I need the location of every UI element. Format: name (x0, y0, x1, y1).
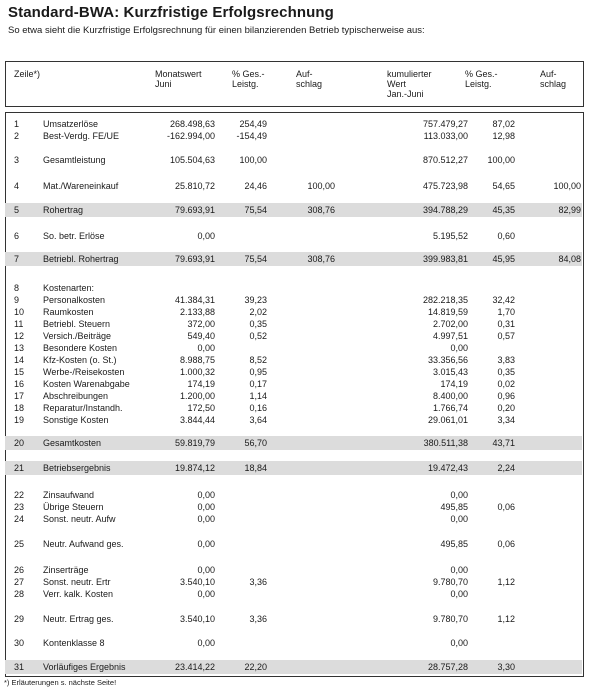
cell-pg: 56,70 (244, 438, 267, 448)
cell-kp: 1,12 (497, 577, 515, 587)
cell-kp: 12,98 (492, 131, 515, 141)
cell-kp: 0,60 (497, 231, 515, 241)
header-kum-pct: % Ges.- Leistg. (465, 69, 498, 89)
cell-mw: 372,00 (187, 319, 215, 329)
cell-label: Besondere Kosten (43, 343, 118, 353)
cell-num: 11 (14, 319, 24, 329)
table-row (5, 402, 582, 414)
cell-kw: 394.788,29 (422, 205, 468, 215)
cell-num: 31 (14, 662, 25, 672)
cell-as: 308,76 (307, 205, 335, 215)
cell-pg: 75,54 (244, 254, 267, 264)
cell-num: 25 (14, 539, 25, 549)
cell-kp: 32,42 (492, 295, 515, 305)
cell-mw: 2.133,88 (179, 307, 215, 317)
cell-num: 16 (14, 379, 25, 389)
cell-kw: 495,85 (440, 502, 468, 512)
header-kum-aufschlag: Auf- schlag (540, 69, 567, 89)
cell-pg: 0,35 (249, 319, 267, 329)
page-subtitle: So etwa sieht die Kurzfristige Erfolgsrechnung für einen bilanzierenden Betrieb typischerweise aus: (8, 25, 425, 36)
cell-label: Umsatzerlöse (43, 119, 99, 129)
cell-pg: 39,23 (244, 295, 267, 305)
cell-pg: 8,52 (249, 355, 267, 365)
cell-num: 20 (14, 438, 25, 448)
cell-label: Betriebsergebnis (43, 463, 111, 473)
cell-kp: 45,95 (492, 254, 515, 264)
cell-mw: 25.810,72 (174, 181, 215, 191)
cell-label: Neutr. Ertrag ges. (43, 614, 114, 624)
cell-label: Zinsaufwand (43, 490, 95, 500)
cell-num: 4 (14, 181, 20, 191)
page-title: Standard-BWA: Kurzfristige Erfolgsrechnung (8, 4, 334, 21)
table-row (5, 342, 582, 354)
cell-mw: 174,19 (187, 379, 215, 389)
cell-pg: 0,95 (249, 367, 267, 377)
table-row (5, 118, 582, 130)
cell-kw: 0,00 (450, 514, 468, 524)
cell-mw: -162.994,00 (166, 131, 215, 141)
cell-label: Raumkosten (43, 307, 94, 317)
cell-label: Reparatur/Instandh. (43, 403, 123, 413)
cell-label: Betriebl. Rohertrag (43, 254, 119, 264)
cell-num: 18 (14, 403, 25, 413)
table-row (5, 501, 582, 513)
cell-kw: 29.061,01 (427, 415, 468, 425)
cell-num: 8 (14, 283, 20, 293)
cell-pg: 75,54 (244, 205, 267, 215)
table-row (5, 637, 582, 649)
cell-kw: 19.472,43 (427, 463, 468, 473)
cell-label: Kontenklasse 8 (43, 638, 105, 648)
cell-num: 14 (14, 355, 25, 365)
table-row (5, 414, 582, 426)
table-row (5, 660, 582, 674)
header-kumuliert: kumulierter Wert Jan.-Juni (387, 69, 432, 99)
cell-mw: 172,50 (187, 403, 215, 413)
cell-mw: 268.498,63 (169, 119, 215, 129)
cell-num: 27 (14, 577, 25, 587)
cell-kw: 8.400,00 (432, 391, 468, 401)
cell-label: Best-Verdg. FE/UE (43, 131, 120, 141)
cell-pg: 0,16 (249, 403, 267, 413)
cell-kw: 757.479,27 (422, 119, 468, 129)
cell-num: 2 (14, 131, 20, 141)
cell-num: 17 (14, 391, 25, 401)
cell-label: Verr. kalk. Kosten (43, 589, 114, 599)
table-row (5, 282, 582, 294)
cell-kw: 399.983,81 (422, 254, 468, 264)
cell-num: 5 (14, 205, 20, 215)
cell-pg: 3,36 (249, 577, 267, 587)
cell-mw: 0,00 (197, 565, 215, 575)
cell-num: 30 (14, 638, 25, 648)
cell-kp: 43,71 (492, 438, 515, 448)
cell-kw: 0,00 (450, 490, 468, 500)
cell-ka: 84,08 (558, 254, 581, 264)
table-row (5, 306, 582, 318)
table-row (5, 294, 582, 306)
cell-ka: 100,00 (553, 181, 581, 191)
cell-kp: 0,02 (497, 379, 515, 389)
cell-label: Zinserträge (43, 565, 89, 575)
cell-kp: 54,65 (492, 181, 515, 191)
cell-pg: 0,52 (249, 331, 267, 341)
cell-label: Werbe-/Reisekosten (43, 367, 125, 377)
cell-num: 3 (14, 155, 20, 165)
cell-label: Neutr. Aufwand ges. (43, 539, 124, 549)
cell-kp: 87,02 (492, 119, 515, 129)
cell-label: Personalkosten (43, 295, 106, 305)
cell-mw: 0,00 (197, 589, 215, 599)
cell-mw: 3.844,44 (179, 415, 215, 425)
cell-label: So. betr. Erlöse (43, 231, 105, 241)
cell-mw: 23.414,22 (174, 662, 215, 672)
cell-kp: 0,96 (497, 391, 515, 401)
cell-kp: 0,06 (497, 539, 515, 549)
table-row (5, 538, 582, 550)
cell-ka: 82,99 (558, 205, 581, 215)
cell-label: Gesamtkosten (43, 438, 102, 448)
cell-kp: 100,00 (487, 155, 515, 165)
cell-kp: 0,06 (497, 502, 515, 512)
cell-kw: 870.512,27 (422, 155, 468, 165)
cell-num: 9 (14, 295, 20, 305)
table-row (5, 130, 582, 142)
cell-num: 29 (14, 614, 25, 624)
cell-num: 6 (14, 231, 20, 241)
header-pct-ges: % Ges.- Leistg. (232, 69, 265, 89)
cell-num: 19 (14, 415, 25, 425)
table-row (5, 154, 582, 166)
cell-num: 22 (14, 490, 25, 500)
cell-mw: 0,00 (197, 490, 215, 500)
cell-pg: 3,36 (249, 614, 267, 624)
cell-mw: 1.000,32 (179, 367, 215, 377)
table-row (5, 366, 582, 378)
footnote: *) Erläuterungen s. nächste Seite! (4, 678, 117, 687)
header-aufschlag: Auf- schlag (296, 69, 323, 89)
cell-mw: 59.819,79 (174, 438, 215, 448)
cell-kp: 0,31 (497, 319, 515, 329)
cell-mw: 19.874,12 (174, 463, 215, 473)
cell-num: 28 (14, 589, 25, 599)
cell-kw: 33.356,56 (427, 355, 468, 365)
cell-mw: 3.540,10 (179, 614, 215, 624)
cell-kw: 0,00 (450, 638, 468, 648)
cell-kw: 9.780,70 (432, 577, 468, 587)
cell-kp: 0,57 (497, 331, 515, 341)
cell-mw: 1.200,00 (179, 391, 215, 401)
cell-kw: 4.997,51 (432, 331, 468, 341)
cell-mw: 0,00 (197, 343, 215, 353)
cell-num: 23 (14, 502, 25, 512)
cell-label: Kosten Warenabgabe (43, 379, 130, 389)
table-row (5, 588, 582, 600)
cell-num: 1 (14, 119, 20, 129)
cell-num: 26 (14, 565, 25, 575)
cell-kw: 282.218,35 (422, 295, 468, 305)
cell-mw: 41.384,31 (174, 295, 215, 305)
header-monatswert: Monatswert Juni (155, 69, 202, 89)
cell-label: Abschreibungen (43, 391, 109, 401)
table-row (5, 230, 582, 242)
cell-pg: 254,49 (239, 119, 267, 129)
cell-pg: 100,00 (239, 155, 267, 165)
cell-kp: 45,35 (492, 205, 515, 215)
table-row (5, 330, 582, 342)
cell-num: 12 (14, 331, 25, 341)
cell-pg: 1,14 (249, 391, 267, 401)
cell-kw: 5.195,52 (432, 231, 468, 241)
cell-label: Vorläufiges Ergebnis (43, 662, 126, 672)
cell-kp: 2,24 (497, 463, 515, 473)
cell-kw: 380.511,38 (423, 438, 468, 448)
cell-kw: 9.780,70 (432, 614, 468, 624)
table-row (5, 613, 582, 625)
cell-num: 21 (14, 463, 25, 473)
cell-kw: 2.702,00 (432, 319, 468, 329)
cell-kw: 0,00 (450, 589, 468, 599)
cell-num: 10 (14, 307, 25, 317)
cell-mw: 0,00 (197, 231, 215, 241)
cell-kp: 3,30 (497, 662, 515, 672)
cell-label: Sonst. neutr. Ertr (43, 577, 111, 587)
cell-num: 13 (14, 343, 25, 353)
cell-pg: 22,20 (244, 662, 267, 672)
cell-label: Gesamtleistung (43, 155, 106, 165)
cell-mw: 0,00 (197, 514, 215, 524)
cell-kw: 0,00 (450, 343, 468, 353)
cell-mw: 8.988,75 (179, 355, 215, 365)
cell-mw: 3.540,10 (179, 577, 215, 587)
cell-label: Versich./Beiträge (43, 331, 112, 341)
cell-kw: 1.766,74 (432, 403, 468, 413)
cell-pg: 2,02 (249, 307, 267, 317)
cell-kp: 0,20 (497, 403, 515, 413)
table-row (5, 252, 582, 266)
cell-num: 7 (14, 254, 20, 264)
cell-kw: 475.723,98 (422, 181, 468, 191)
cell-mw: 0,00 (197, 539, 215, 549)
cell-kw: 3.015,43 (432, 367, 468, 377)
cell-kw: 0,00 (450, 565, 468, 575)
table-row (5, 513, 582, 525)
cell-mw: 105.504,63 (169, 155, 215, 165)
cell-pg: 24,46 (244, 181, 267, 191)
header-zeile: Zeile*) (14, 69, 41, 79)
cell-label: Sonstige Kosten (43, 415, 109, 425)
cell-label: Kostenarten: (43, 283, 95, 293)
cell-kw: 495,85 (440, 539, 468, 549)
cell-pg: -154,49 (236, 131, 267, 141)
cell-kp: 1,12 (497, 614, 515, 624)
cell-mw: 79.693,91 (174, 254, 215, 264)
table-row (5, 354, 582, 366)
table-row (5, 180, 582, 192)
cell-num: 15 (14, 367, 25, 377)
cell-mw: 0,00 (197, 502, 215, 512)
cell-kw: 28.757,28 (427, 662, 468, 672)
cell-label: Betriebl. Steuern (43, 319, 111, 329)
cell-as: 308,76 (307, 254, 335, 264)
cell-pg: 18,84 (244, 463, 267, 473)
cell-label: Mat./Wareneinkauf (43, 181, 119, 191)
table-row (5, 436, 582, 450)
table-header (5, 61, 584, 107)
cell-kp: 3,34 (497, 415, 515, 425)
cell-kp: 3,83 (497, 355, 515, 365)
cell-kw: 14.819,59 (427, 307, 468, 317)
cell-mw: 549,40 (187, 331, 215, 341)
table-row (5, 378, 582, 390)
table-row (5, 461, 582, 475)
table-row (5, 318, 582, 330)
cell-pg: 0,17 (249, 379, 267, 389)
cell-mw: 0,00 (197, 638, 215, 648)
cell-as: 100,00 (307, 181, 335, 191)
table-row (5, 203, 582, 217)
cell-kw: 174,19 (440, 379, 468, 389)
cell-label: Sonst. neutr. Aufw (43, 514, 116, 524)
table-row (5, 576, 582, 588)
table-row (5, 390, 582, 402)
table-row (5, 564, 582, 576)
cell-label: Übrige Steuern (43, 502, 104, 512)
cell-label: Kfz-Kosten (o. St.) (43, 355, 117, 365)
cell-kp: 1,70 (497, 307, 515, 317)
cell-mw: 79.693,91 (174, 205, 215, 215)
cell-num: 24 (14, 514, 25, 524)
table-row (5, 489, 582, 501)
cell-label: Rohertrag (43, 205, 84, 215)
cell-kp: 0,35 (497, 367, 515, 377)
cell-pg: 3,64 (249, 415, 267, 425)
cell-kw: 113.033,00 (423, 131, 468, 141)
